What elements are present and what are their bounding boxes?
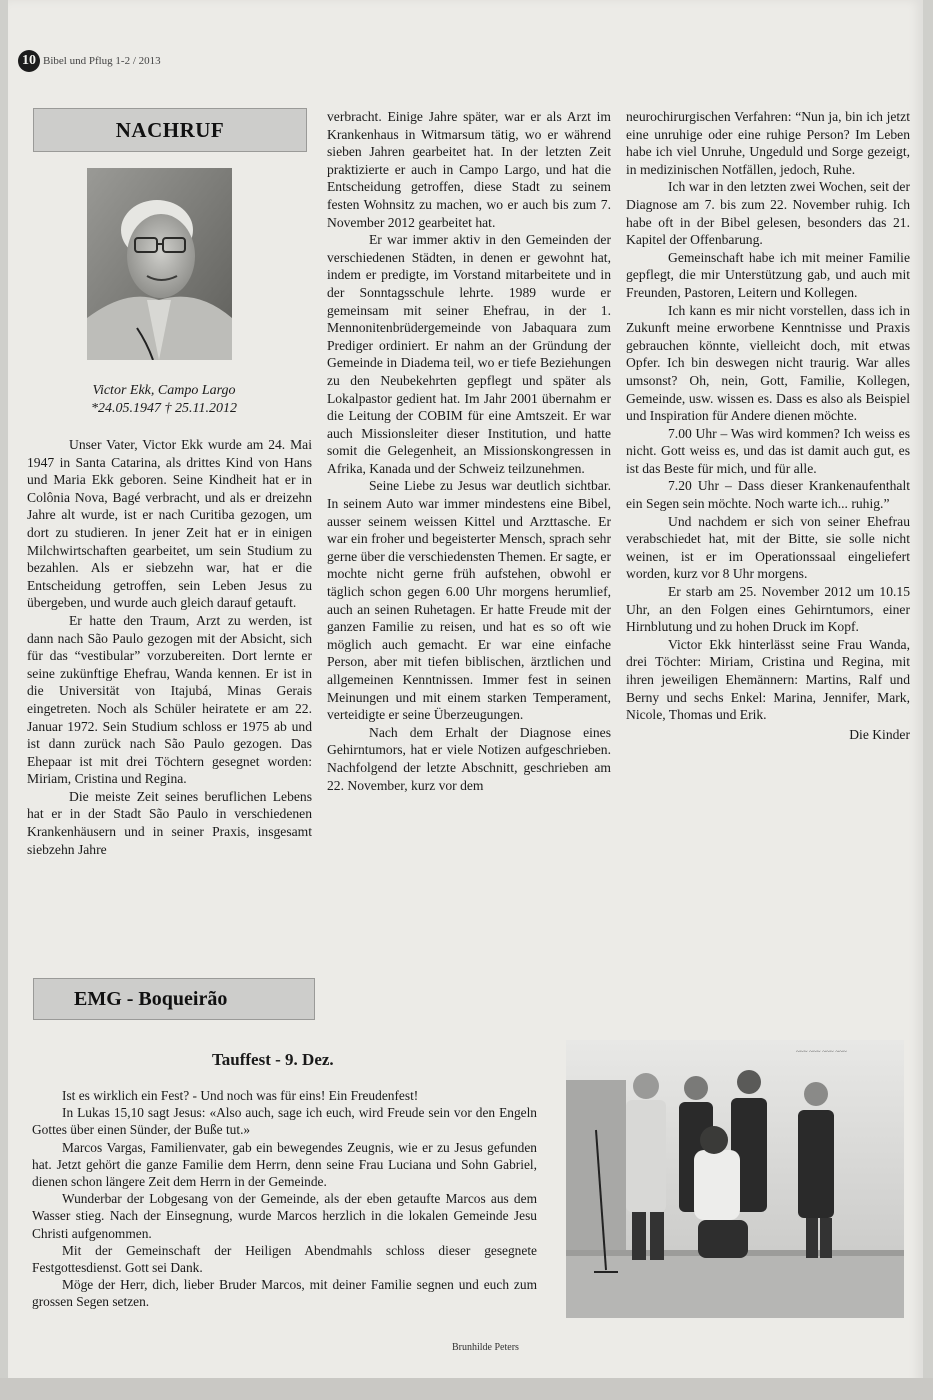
- paragraph: Victor Ekk hinterlässt seine Frau Wanda, drei Töchter: Miriam, Cristina und Regina, mit ihren jeweiligen Ehemännern: Martins, Ralf und Berny und sechs Enkel: Marina, Jennifer, Mark, Nicole, Thomas und Erik.: [626, 636, 910, 723]
- paragraph: In Lukas 15,10 sagt Jesus: «Also auch, sage ich euch, wird Freude sein vor den Engeln Gottes über einen Sünder, der Buße tut.»: [32, 1105, 537, 1138]
- publication-title: Bibel und Pflug 1-2 / 2013: [43, 55, 161, 67]
- paragraph: Marcos Vargas, Familienvater, gab ein bewegendes Zeugnis, wie er zu Jesus gefunden hat. Jetzt gehört die ganze Familie dem Herrn, denn seine Frau Luciana und Sohn Gabriel, dienen schon längere Zeit dem Herrn in der Gemeinde.: [32, 1139, 537, 1190]
- paragraph: Er starb am 25. November 2012 um 10.15 Uhr, an den Folgen eines Gehirntumors, einer Hirnblutung und zu hohen Druck im Kopf.: [626, 584, 910, 635]
- paragraph: Er war immer aktiv in den Gemeinden der verschiedenen Städten, in denen er gewohnt hat, indem er predigte, im Vorstand mitarbeitete und in der Sonntagsschule lehrte. 1989 wurde er gemeinsam mit seiner Ehefrau, in der 1. Mennonitenbrüdergemeinde von Jabaquara zum Prediger ordiniert. Er nahm an der Gründung der Gemeinde in Diadema teil, wo er tiefe Beziehungen zu den Neubekehrten gepflegt und später als Lokalpastor gedient hat. Im Jahr 2001 übernahm er die Leitung der COBIM für eine Amtszeit. Er war auch Missionsleiter dieser Institution, und hatte somit die Gelegenheit, an Missionskongressen in Afrika, Kanada und der Schweiz teilzunehmen.: [327, 232, 611, 476]
- paragraph: Möge der Herr, dich, lieber Bruder Marcos, mit deiner Familie segnen und euch zum grossen Segen setzen.: [32, 1277, 537, 1310]
- baptism-photo: [566, 1040, 904, 1318]
- emg-heading-box: [33, 978, 315, 1020]
- paragraph: Ich kann es mir nicht vorstellen, dass ich in Zukunft meine erworbene Kenntnisse und Praxis gebrauchen könnte, vielleicht doch, mit etwas Opfer. Ich bin deswegen nicht traurig. War alles umsonst? Oh, nein, Gott, Familie, Kollegen, Gemeinde, usw. wissen es. Dass es also als Beispiel und Inspiration für Andere dienen möchte.: [626, 302, 910, 424]
- paragraph: Unser Vater, Victor Ekk wurde am 24. Mai 1947 in Santa Catarina, als drittes Kind von Hans und Maria Ekk geboren. Seine Kindheit hat er in Colônia Nova, Bagé verbracht, und als er dreizehn Jahre alt wurde, ist er nach Curitiba gezogen, um dort zu studieren. In jener Zeit hat er in einigen Milchwirtschaften gearbeitet, um sein Studium zu bezahlen. Als er siebzehn war, hat er die Entscheidung getroffen, sein Leben Jesus zu übergeben, und wurde auch gleich darauf getauft.: [27, 437, 312, 611]
- emg-heading: EMG - Boqueirão: [74, 987, 228, 1010]
- portrait-photo: [87, 168, 232, 360]
- nachruf-heading-box: [33, 108, 307, 152]
- paragraph: 7.00 Uhr – Was wird kommen? Ich weiss es nicht. Gott weiss es, und das ist damit auch gut, es ist das Beste für mich, und für alle.: [626, 425, 910, 476]
- emg-article: [32, 1087, 537, 1311]
- paragraph: verbracht. Einige Jahre später, war er als Arzt im Krankenhaus in Witmarsum tätig, wo er während sieben Jahren gearbeitet hat. In der letzten Zeit praktizierte er auch in Campo Largo, und hat die Entscheidung getroffen, diese Stadt zu seinem festen Wohnsitz zu machen, wo er auch bis zum 7. November 2012 gearbeitet hat.: [327, 109, 611, 230]
- paragraph: Ich war in den letzten zwei Wochen, seit der Diagnose am 7. bis zum 22. November ruhig. Ich habe oft in der Bibel gelesen, besonders das 21. Kapitel der Offenbarung.: [626, 179, 910, 248]
- nachruf-heading: NACHRUF: [115, 117, 225, 142]
- paragraph: Gemeinschaft habe ich mit meiner Familie gepflegt, die mir Unterstützung gab, und auch mit Freunden, Pastoren, Leitern und Kollegen.: [626, 249, 910, 300]
- paragraph: Nach dem Erhalt der Diagnose eines Gehirntumors, hat er viele Notizen aufgeschrieben. Nachfolgend der letzte Abschnitt, geschrieben am 22. November, kurz vor dem: [327, 724, 611, 793]
- caption-dates: *24.05.1947 † 25.11.2012: [91, 401, 237, 416]
- paragraph: Mit der Gemeinschaft der Heiligen Abendmahls schloss dieser gesegnete Festgottesdienst. Gott sei Dank.: [32, 1242, 537, 1276]
- paragraph: Wunderbar der Lobgesang von der Gemeinde, als der eben getaufte Marcos aus dem Wasser stieg. Nach der Einsegnung, wurde Marcos herzlich in die lokalen Gemeinde Jesu Christi aufgenommen.: [32, 1191, 537, 1241]
- paragraph: Ist es wirklich ein Fest? - Und noch was für eins! Ein Freudenfest!: [62, 1088, 419, 1103]
- page-number-badge: 10: [18, 50, 40, 72]
- paragraph: Er hatte den Traum, Arzt zu werden, ist dann nach São Paulo gezogen mit der Absicht, sich für das “vestibular” vorzubereiten. Dort lernte er seine zukünftige Ehefrau, Wanda kennen. Er ist in die Universität von Itajubá, Minas Gerais eingetreten. Noch als Schüler heiratete er am 22. Januar 1972. Sein Studium schloss er 1975 ab und ist dann zurück nach São Paulo gezogen. Das Ehepaar ist mit drei Töchtern gesegnet worden: Miriam, Cristina und Regina.: [27, 612, 312, 787]
- article-author: Brunhilde Peters: [452, 1342, 519, 1353]
- paragraph: Die meiste Zeit seines beruflichen Lebens hat er in der Stadt São Paulo in verschiedenen Krankenhäusern und in seiner Praxis, insgesamt siebzehn Jahre: [27, 788, 312, 857]
- paragraph: neurochirurgischen Verfahren: “Nun ja, bin ich jetzt eine unruhige oder eine ruhige Person? Im Leben habe ich viel Unruhe, Ungeduld und Sorge gezeigt, in medizinischen Notfällen, jedoch, Ruhe.: [626, 109, 910, 177]
- svg-text:~~~ ~~~ ~~~ ~~~: ~~~ ~~~ ~~~ ~~~: [796, 1048, 847, 1056]
- paragraph: 7.20 Uhr – Dass dieser Krankenaufenthalt ein Segen sein möchte. Noch warte ich... ruhig.”: [626, 478, 910, 512]
- signature: Die Kinder: [849, 726, 910, 742]
- nachruf-column-2: [327, 108, 611, 794]
- nachruf-column-1: [27, 436, 312, 858]
- page-edge: [0, 1378, 933, 1400]
- paragraph: Seine Liebe zu Jesus war deutlich sichtbar. In seinem Auto war immer mindestens eine Bibel, ausser seinem weissen Kittel und Arzttasche. Er war ein froher und begeisterter Mensch, sprach sehr gerne über die verschiedensten Themen. Er sagte, er mochte nicht gerne früh aufstehen, obwohl er täglich schon gegen 6.00 Uhr morgens herumlief, auch an seinen Ruhetagen. Er hatte Freude mit der ganzen Familie zu reisen, und hat es so oft wie möglich auch gemacht. Er war eine einfache Person, aber mit tiefen biblischen, ärztlichen und allgemeinen Kenntnissen. Immer fest in seinen Meinungen und mit einem starken Temperament, verteidigte er seine Überzeugungen.: [327, 478, 611, 723]
- paragraph: Und nachdem er sich von seiner Ehefrau verabschiedet hat, mit der Bitte, sie solle nicht weinen, ist er im Operationssaal eingeliefert worden, kurz vor 8 Uhr morgens.: [626, 513, 910, 582]
- page-header: [18, 50, 161, 72]
- portrait-caption: [55, 382, 273, 418]
- article-subtitle: Tauffest - 9. Dez.: [212, 1050, 334, 1069]
- caption-name: Victor Ekk, Campo Largo: [92, 383, 236, 398]
- nachruf-column-3: [626, 108, 910, 743]
